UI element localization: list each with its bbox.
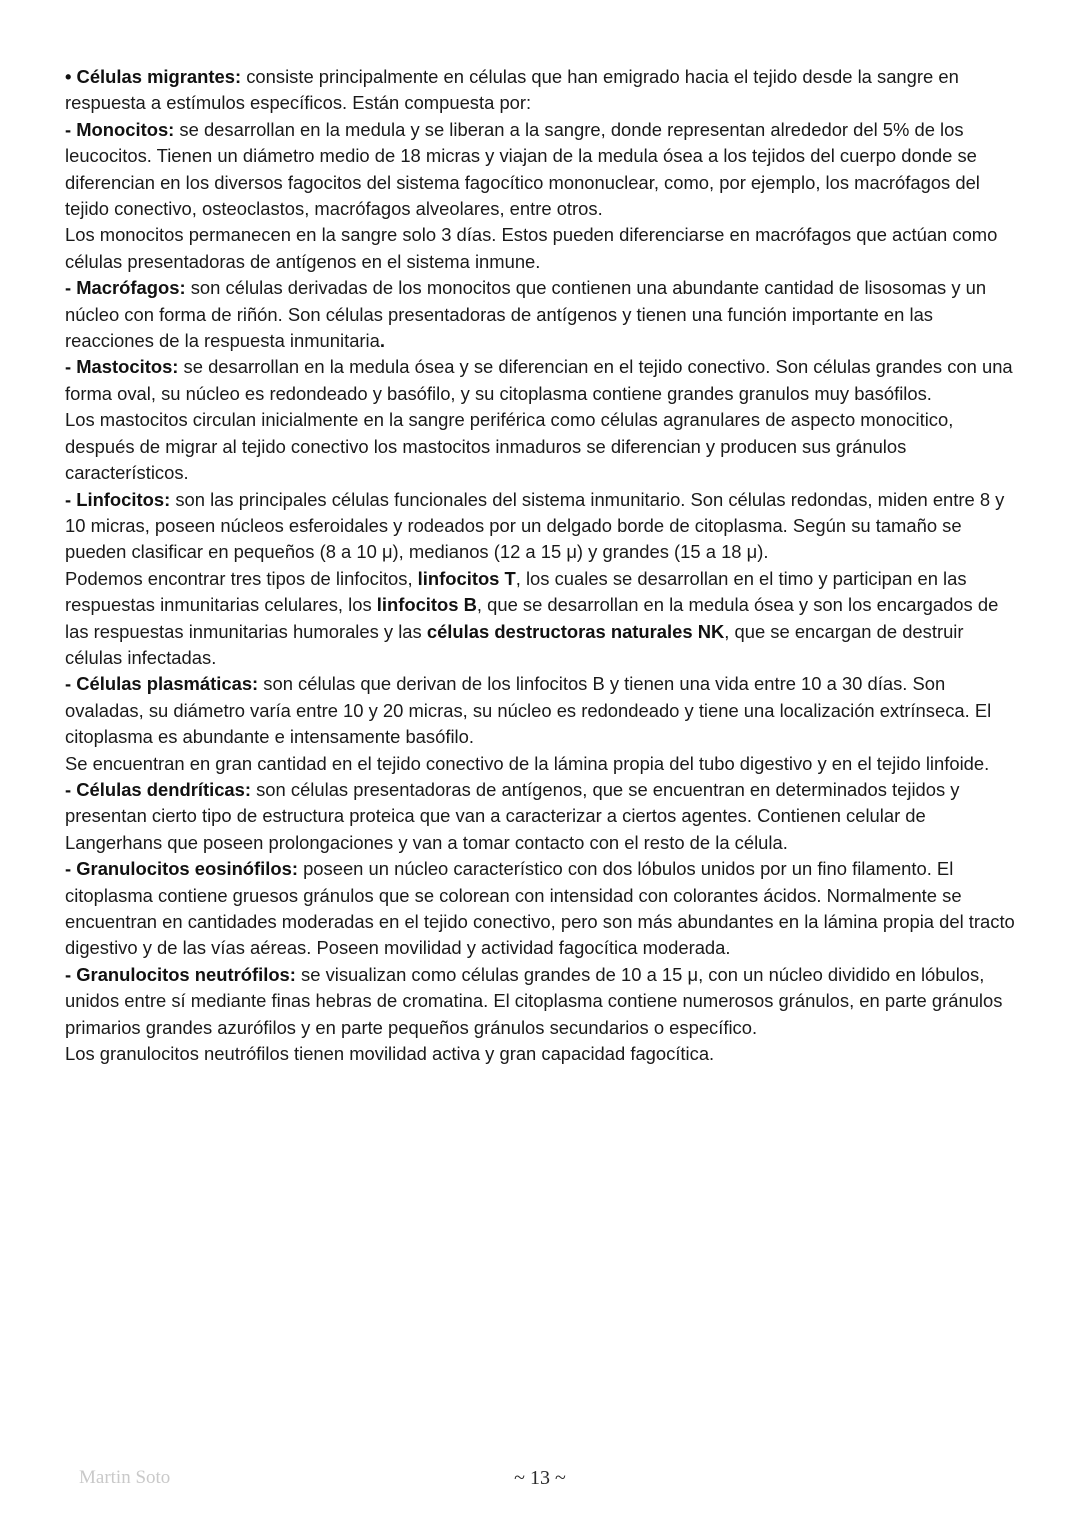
paragraph-mastocitos: - Mastocitos: se desarrollan en la medula ósea y se diferencian en el tejido conectivo. Son células grandes con una forma oval, su núcleo es redondeado y basófilo, y su citoplasma contiene grandes granulos muy basófilos. [65,356,1013,404]
paragraph-linfocitos-types: Podemos encontrar tres tipos de linfocitos, linfocitos T, los cuales se desarrollan en el timo y participan en las respuestas inmunitarias celulares, los linfocitos B, que se desarrollan en la medula ósea y son los encargados de las respuestas inmunitarias humorales y las células destructoras naturales NK, que se encargan de destruir células infectadas. [65,567,999,668]
paragraph-celulas-migrantes: • Células migrantes: consiste principalmente en células que han emigrado hacia el tejido desde la sangre en respuesta a estímulos específicos. Están compuesta por: [65,66,959,114]
paragraph-eosinofilos: - Granulocitos eosinófilos: poseen un núcleo característico con dos lóbulos unidos por un fino filamento. El citoplasma contiene gruesos gránulos que se colorean con intensidad con colorantes ácidos. Normalmente se encuentran en cantidades moderadas en el tejido conectivo, pero son más abundantes en la lámina propia del tracto digestivo y de las vías aéreas. Poseen movilidad y actividad fagocítica moderada. [65,858,1015,959]
term-linfocitos-t: linfocitos T [417,567,516,589]
paragraph-neutrofilos: - Granulocitos neutrófilos: se visualizan como células grandes de 10 a 15 μ, con un núcleo dividido en lóbulos, unidos entre sí mediante finas hebras de cromatina. El citoplasma contiene numerosos gránulos, en parte gránulos primarios grandes azurófilos y en parte pequeños gránulos secundarios o específico. [65,963,1003,1038]
paragraph-monocitos-detail: Los monocitos permanecen en la sangre solo 3 días. Estos pueden diferenciarse en macrófagos que actúan como células presentadoras de antígenos en el sistema inmune. [65,224,998,272]
paragraph-monocitos: - Monocitos: se desarrollan en la medula y se liberan a la sangre, donde representan alrededor del 5% de los leucocitos. Tienen un diámetro medio de 18 micras y viajan de la medula ósea a los tejidos del cuerpo donde se diferencian en los diversos fagocitos del sistema fagocítico mononuclear, como, por ejemplo, los macrófagos del tejido conectivo, osteoclastos, macrófagos alveolares, entre otros. [65,118,980,220]
paragraph-macrofagos: - Macrófagos: son células derivadas de los monocitos que contienen una abundante cantidad de lisosomas y un núcleo con forma de riñón. Son células presentadoras de antígenos y tienen una función importante en las reacciones de la respuesta inmunitaria. [65,277,987,352]
paragraph-plasmaticas-detail: Se encuentran en gran cantidad en el tejido conectivo de la lámina propia del tubo digestivo y en el tejido linfoide. [65,752,990,774]
paragraph-celulas-plasmaticas: - Células plasmáticas: son células que derivan de los linfocitos B y tienen una vida entre 10 a 30 días. Son ovaladas, su diámetro varía entre 10 y 20 micras, su núcleo es redondeado y tiene una localización extrínseca. El citoplasma es abundante e intensamente basófilo. [65,673,992,748]
term-linfocitos-b: linfocitos B [376,594,477,616]
term-monocitos: - Monocitos: [65,118,175,140]
paragraph-mastocitos-detail: Los mastocitos circulan inicialmente en la sangre periférica como células agranulares de aspecto monocitico, después de migrar al tejido conectivo los mastocitos inmaduros se diferencian y producen sus gránulos característicos. [65,409,954,484]
page-number: ~ 13 ~ [514,1467,566,1489]
paragraph-linfocitos: - Linfocitos: son las principales células funcionales del sistema inmunitario. Son células redondas, miden entre 8 y 10 micras, poseen núcleos esferoidales y rodeados por un delgado borde de citoplasma. Según su tamaño se pueden clasificar en pequeños (8 a 10 μ), medianos (12 a 15 μ) y grandes (15 a 18 μ). [65,488,1005,563]
term-celulas-migrantes: • Células migrantes: [65,66,242,87]
document-body [65,64,1020,1067]
term-eosinofilos: - Granulocitos eosinófilos: [65,858,298,880]
term-macrofagos: - Macrófagos: [65,277,186,299]
term-celulas-nk: células destructoras naturales NK [426,620,725,642]
term-celulas-plasmaticas: - Células plasmáticas: [65,673,259,695]
term-mastocitos: - Mastocitos: [65,356,179,378]
term-linfocitos: - Linfocitos: [65,488,171,510]
term-neutrofilos: - Granulocitos neutrófilos: [65,963,296,985]
term-celulas-dendriticas: - Células dendríticas: [65,778,251,800]
paragraph-neutrofilos-detail: Los granulocitos neutrófilos tienen movilidad activa y gran capacidad fagocítica. [65,1043,715,1065]
footer-author: Martin Soto [79,1467,171,1488]
paragraph-celulas-dendriticas: - Células dendríticas: son células presentadoras de antígenos, que se encuentran en determinados tejidos y presentan cierto tipo de estructura proteica que van a caracterizar a ciertos agentes. Contienen celular de Langerhans que poseen prolongaciones y van a tomar contacto con el resto de la célula. [65,778,960,853]
